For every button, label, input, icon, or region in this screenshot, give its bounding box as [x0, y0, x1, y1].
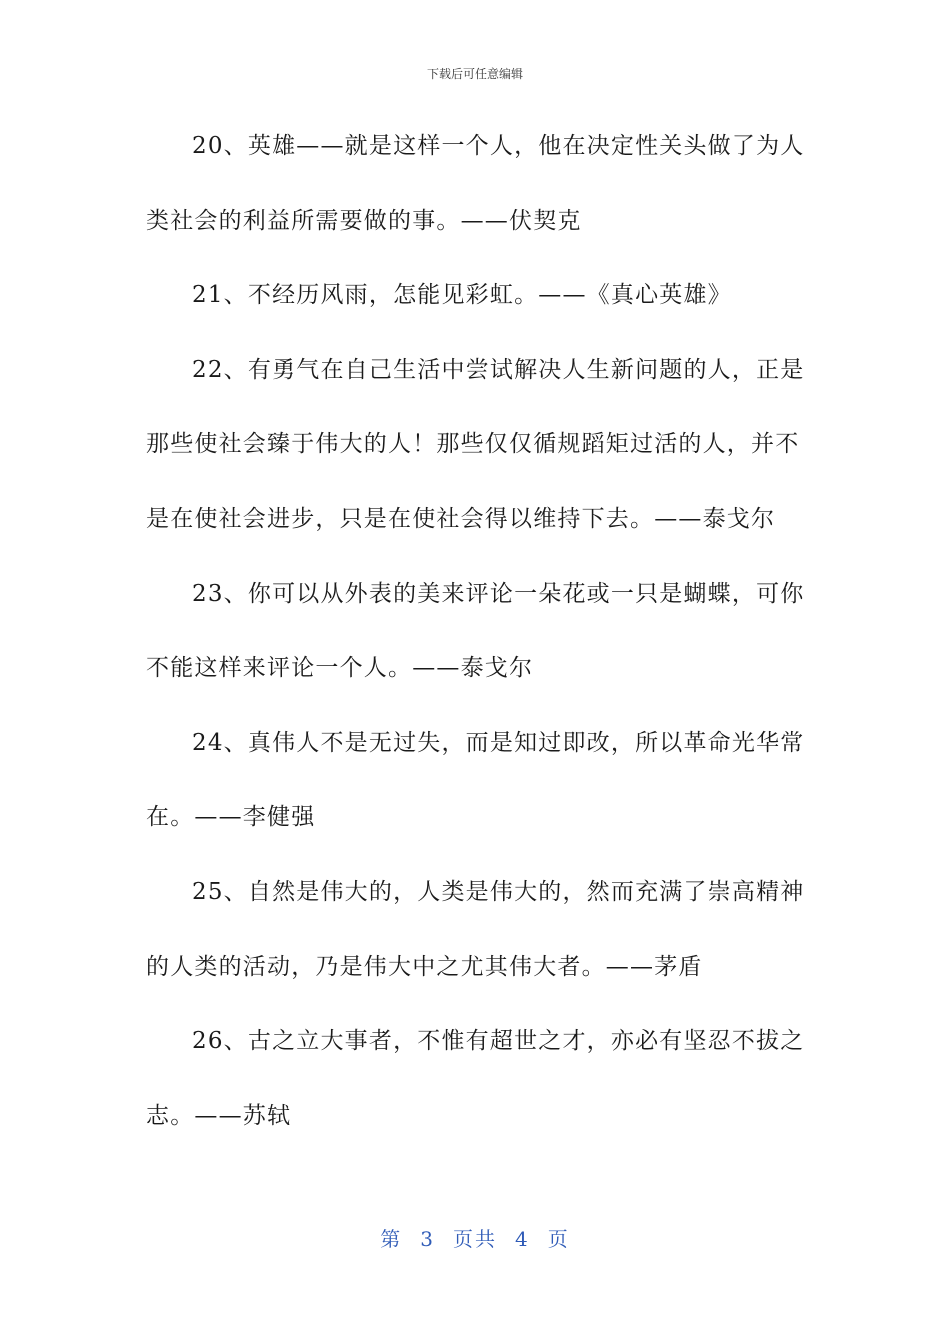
paragraph-line: 24、真伟人不是无过失，而是知过即改，所以革命光华常 [192, 729, 805, 756]
paragraph-line: 23、你可以从外表的美来评论一朵花或一只是蝴蝶，可你 [192, 580, 805, 607]
document-body [146, 121, 805, 1165]
paragraph-line: 是在使社会进步，只是在使社会得以维持下去。——泰戈尔 [146, 505, 776, 532]
footer-suffix: 页 [547, 1227, 570, 1251]
paragraph-line: 那些使社会臻于伟大的人！那些仅仅循规蹈矩过活的人，并不 [146, 431, 800, 458]
paragraph-line: 26、古之立大事者，不惟有超世之才，亦必有坚忍不拔之 [192, 1028, 805, 1055]
header-text: 下载后可任意编辑 [426, 67, 523, 81]
paragraph-line: 志。——苏轼 [146, 1102, 292, 1129]
current-page-number: 3 [420, 1227, 435, 1251]
total-pages-number: 4 [515, 1227, 530, 1251]
paragraph-line: 20、英雄——就是这样一个人，他在决定性关头做了为人 [192, 133, 805, 159]
page-header [0, 66, 950, 82]
paragraph-line: 不能这样来评论一个人。——泰戈尔 [146, 655, 534, 682]
paragraph-line: 在。——李健强 [146, 804, 316, 831]
footer-middle: 页共 [453, 1227, 497, 1251]
paragraph-line: 25、自然是伟大的，人类是伟大的，然而充满了崇高精神 [192, 878, 805, 905]
paragraph-line: 22、有勇气在自己生活中尝试解决人生新问题的人，正是 [192, 356, 805, 383]
footer-prefix: 第 [380, 1227, 403, 1251]
paragraph-line: 类社会的利益所需要做的事。——伏契克 [146, 207, 582, 234]
paragraph-line: 21、不经历风雨，怎能见彩虹。——《真心英雄》 [192, 282, 732, 309]
page-footer [0, 1224, 950, 1254]
paragraph-line: 的人类的活动，乃是伟大中之尤其伟大者。——茅盾 [146, 953, 703, 980]
